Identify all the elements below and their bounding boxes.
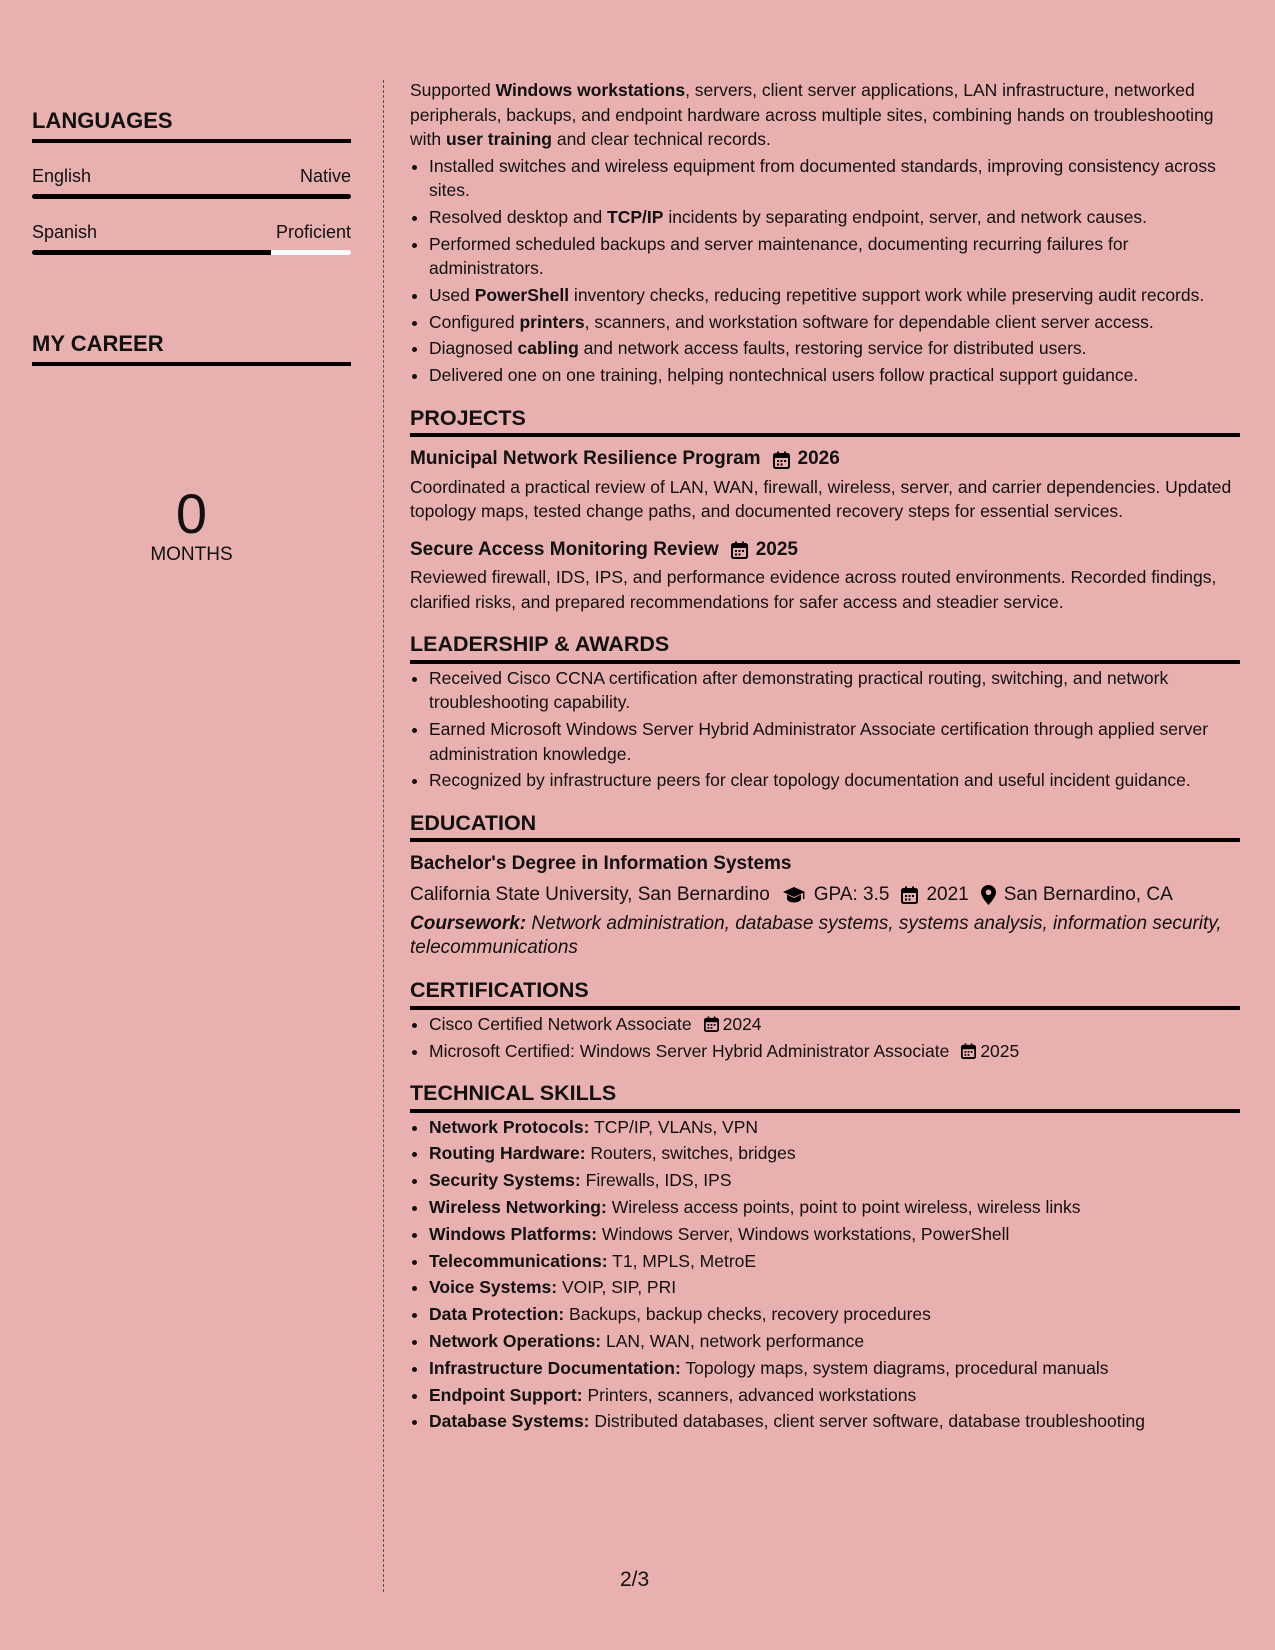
- language-name: Spanish: [32, 222, 98, 242]
- certification-year: 2025: [980, 1040, 1020, 1061]
- certifications-heading: CERTIFICATIONS: [410, 978, 1240, 1010]
- projects-list: [410, 447, 1240, 614]
- skill-value: Routers, switches, bridges: [590, 1143, 796, 1164]
- education-heading: EDUCATION: [410, 811, 1240, 843]
- experience-bullet: [429, 232, 1240, 281]
- language-level: Native: [299, 166, 351, 186]
- certification-row: [429, 1012, 1240, 1037]
- column-divider: [383, 80, 384, 1592]
- skill-value: Windows Server, Windows workstations, PowerShell: [601, 1223, 1010, 1244]
- skill-value: TCP/IP, VLANs, VPN: [594, 1116, 759, 1137]
- graduation-cap-icon: [782, 886, 806, 904]
- project-description: Reviewed firewall, IDS, IPS, and performance evidence across routed environments. Recorded findings, clarified risks, and prepared recommendations for safer access and steadier service.: [410, 567, 1217, 612]
- career-heading: MY CAREER: [32, 331, 351, 366]
- skill-item: [429, 1275, 1240, 1300]
- language-name: English: [32, 166, 92, 186]
- skill-label: Voice Systems:: [429, 1277, 558, 1298]
- bold-term: user training: [445, 129, 552, 149]
- experience-bullet: [429, 283, 1240, 308]
- skills-heading: TECHNICAL SKILLS: [410, 1081, 1240, 1113]
- project-header: [410, 447, 1240, 472]
- skill-label: Windows Platforms:: [429, 1223, 598, 1244]
- project-item: [410, 447, 1240, 524]
- education-location: San Bernardino, CA: [1003, 883, 1173, 905]
- skill-value: Distributed databases, client server software, database troubleshooting: [594, 1411, 1145, 1432]
- skill-label: Infrastructure Documentation:: [429, 1357, 681, 1378]
- skill-label: Data Protection:: [429, 1304, 565, 1325]
- bold-term: TCP/IP: [607, 206, 664, 227]
- skill-item: [429, 1409, 1240, 1434]
- career-value: 0: [175, 482, 208, 545]
- experience-bullet: [429, 310, 1240, 335]
- education-school: California State University, San Bernardino: [410, 883, 770, 905]
- experience-summary: [410, 78, 1240, 152]
- leadership-heading: LEADERSHIP & AWARDS: [410, 632, 1240, 664]
- project-title: Secure Access Monitoring Review: [410, 538, 719, 560]
- skills-list: [410, 1115, 1240, 1434]
- experience-bullet: [429, 363, 1240, 388]
- experience-bullet: [429, 336, 1240, 361]
- award-item: • Received Cisco CCNA certification after demonstrating practical routing, switching, and network troubleshooting capability.: [429, 666, 1240, 715]
- skill-value: Wireless access points, point to point wireless, wireless links: [611, 1197, 1081, 1218]
- text-run: , servers, client server applications, LAN infrastructure, networked peripherals, backups, and endpoint hardware across multiple sites, combining hands on troubleshooting with: [410, 80, 1214, 149]
- education-details: [410, 883, 1240, 908]
- location-pin-icon: [981, 885, 996, 905]
- leadership-list: [410, 666, 1240, 793]
- text-run: Configured: [429, 311, 520, 332]
- experience-bullet: [429, 205, 1240, 230]
- skill-value: T1, MPLS, MetroE: [612, 1250, 757, 1271]
- language-bar: [32, 250, 351, 255]
- project-year: 2026: [797, 448, 840, 470]
- projects-heading: PROJECTS: [410, 406, 1240, 438]
- project-item: [410, 538, 1240, 615]
- skill-item: [429, 1115, 1240, 1140]
- calendar-icon: [704, 1016, 719, 1032]
- education-coursework: [410, 912, 1240, 960]
- certification-name: • Cisco Certified Network Associate: [429, 1013, 692, 1034]
- text-run: Installed switches and wireless equipment from documented standards, improving consistency across sites.: [429, 155, 1216, 200]
- text-run: Used: [429, 284, 475, 305]
- language-row: [32, 166, 351, 187]
- certification-year: 2024: [722, 1013, 762, 1034]
- certification-name: • Microsoft Certified: Windows Server Hybrid Administrator Associate: [429, 1040, 950, 1061]
- bold-term: PowerShell: [474, 284, 570, 305]
- skill-label: Security Systems:: [429, 1170, 581, 1191]
- skill-item: [429, 1168, 1240, 1193]
- text-run: Diagnosed: [429, 338, 518, 359]
- skill-item: [429, 1356, 1240, 1381]
- sidebar: [32, 108, 351, 566]
- skill-label: Network Operations:: [429, 1331, 602, 1352]
- certifications-list: [410, 1012, 1240, 1063]
- project-year: 2025: [755, 538, 798, 560]
- project-title: Municipal Network Resilience Program: [410, 448, 761, 470]
- skill-label: Database Systems:: [429, 1411, 590, 1432]
- skill-value: Backups, backup checks, recovery procedures: [569, 1304, 931, 1325]
- text-run: Resolved desktop and: [429, 206, 608, 227]
- education-degree: Bachelor's Degree in Information Systems: [410, 853, 792, 875]
- career-unit: MONTHS: [150, 544, 233, 565]
- experience-bullet: [429, 154, 1240, 203]
- text-run: inventory checks, reducing repetitive support work while preserving audit records.: [569, 284, 1205, 305]
- skill-item: [429, 1329, 1240, 1354]
- calendar-icon: [773, 451, 790, 469]
- skill-item: [429, 1222, 1240, 1247]
- languages-heading: LANGUAGES: [32, 108, 351, 143]
- text-run: , scanners, and workstation software for dependable client server access.: [584, 311, 1154, 332]
- experience-bullets: [410, 154, 1240, 388]
- career-duration: [32, 482, 351, 566]
- education-year: 2021: [926, 883, 969, 905]
- coursework-list: Network administration, database systems, systems analysis, information security, telecommunications: [410, 913, 1222, 959]
- text-run: incidents by separating endpoint, server, and network causes.: [663, 206, 1147, 227]
- certification-item: [429, 1012, 1240, 1037]
- text-run: Delivered one on one training, helping nontechnical users follow practical support guidance.: [429, 365, 1139, 386]
- skill-value: Topology maps, system diagrams, procedural manuals: [685, 1357, 1109, 1378]
- skill-item: [429, 1249, 1240, 1274]
- skill-item: [429, 1383, 1240, 1408]
- language-bar-fill: [32, 250, 271, 255]
- skill-item: [429, 1141, 1240, 1166]
- certification-row: [429, 1039, 1240, 1064]
- languages-list: [32, 166, 351, 255]
- skill-label: Network Protocols:: [429, 1116, 590, 1137]
- text-run: and network access faults, restoring service for distributed users.: [578, 338, 1087, 359]
- bold-term: cabling: [517, 338, 579, 359]
- skill-value: Firewalls, IDS, IPS: [585, 1170, 732, 1191]
- skill-label: Wireless Networking:: [429, 1197, 607, 1218]
- coursework-label: Coursework:: [410, 913, 527, 935]
- skill-value: Printers, scanners, advanced workstations: [587, 1384, 917, 1405]
- skill-label: Endpoint Support:: [429, 1384, 583, 1405]
- skill-value: LAN, WAN, network performance: [606, 1331, 865, 1352]
- text-run: and clear technical records.: [551, 129, 771, 149]
- skill-item: [429, 1302, 1240, 1327]
- bold-term: Windows workstations: [495, 80, 686, 100]
- page-number: 2/3: [620, 1568, 650, 1591]
- certification-item: [429, 1039, 1240, 1064]
- calendar-icon: [901, 886, 918, 904]
- calendar-icon: [961, 1043, 976, 1059]
- bold-term: printers: [519, 311, 585, 332]
- language-bar-fill: [32, 194, 351, 199]
- language-bar: [32, 194, 351, 199]
- skill-item: [429, 1195, 1240, 1220]
- skill-value: VOIP, SIP, PRI: [561, 1277, 677, 1298]
- skill-label: Telecommunications:: [429, 1250, 608, 1271]
- text-run: Supported: [410, 80, 496, 100]
- award-item: • Earned Microsoft Windows Server Hybrid Administrator Associate certification through applied server administration knowledge.: [429, 717, 1240, 766]
- skill-label: Routing Hardware:: [429, 1143, 586, 1164]
- project-header: [410, 538, 1240, 563]
- language-level: Proficient: [275, 222, 351, 242]
- language-row: [32, 222, 351, 243]
- text-run: Performed scheduled backups and server maintenance, documenting recurring failures for administrators.: [429, 233, 1129, 279]
- education-gpa: GPA: 3.5: [813, 883, 890, 905]
- calendar-icon: [731, 541, 748, 559]
- project-description: Coordinated a practical review of LAN, WAN, firewall, wireless, server, and carrier dependencies. Updated topology maps, tested change paths, and documented recovery steps for essential services.: [410, 476, 1232, 522]
- main-content: [410, 78, 1240, 1436]
- award-item: • Recognized by infrastructure peers for clear topology documentation and useful incident guidance.: [429, 768, 1240, 793]
